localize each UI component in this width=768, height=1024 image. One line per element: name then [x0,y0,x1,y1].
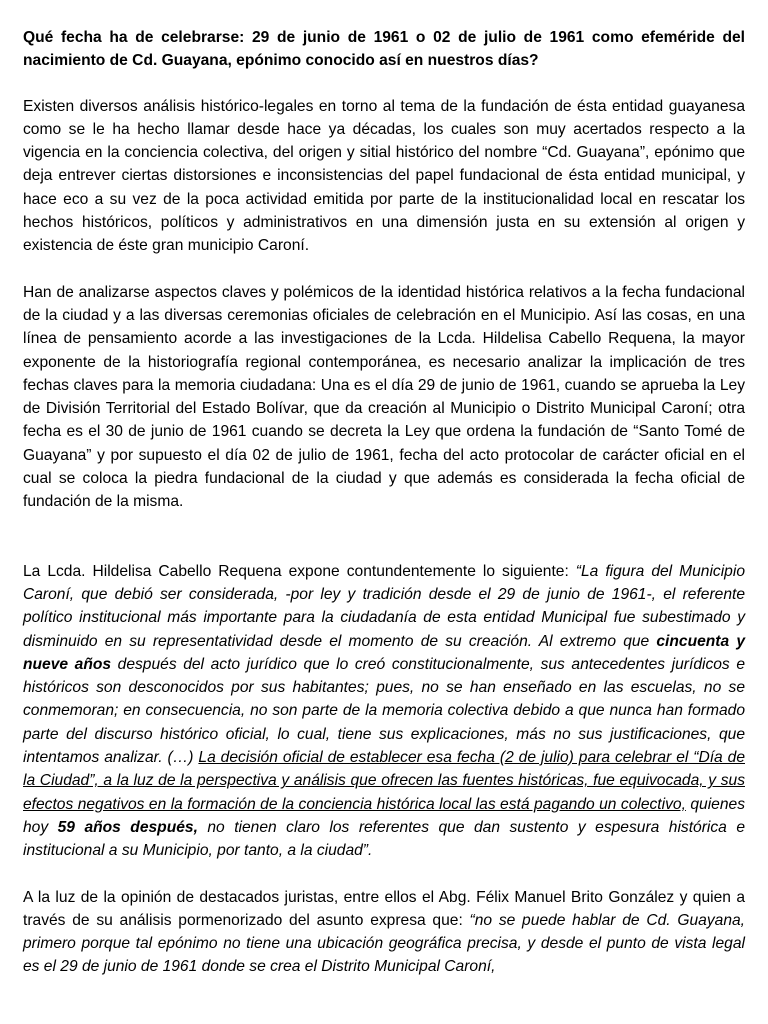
paragraph-3-intro: La Lcda. Hildelisa Cabello Requena expone contundentemente lo siguiente: [23,562,576,580]
quote-bold-b: 59 años después, [57,818,198,836]
document-title: Qué fecha ha de celebrarse: 29 de junio de 1961 o 02 de julio de 1961 como efeméride del nacimiento de Cd. Guayana, epónimo conocido así en nuestros días? [23,29,745,70]
quote-bold-a: cincuenta y nueve años [23,632,745,673]
paragraph-2: Han de analizarse aspectos claves y polémicos de la identidad histórica relativos a la fecha fundacional de la ciudad y a las diversas ceremonias oficiales de celebración en el Municipio. Así las cosas, en una línea de pensamiento acorde a las investigaciones de la Lcda. Hildelisa Cabello Requena, la mayor exponente de la historiografía regional contemporánea, es necesario analizar la implicación de tres fechas claves para la memoria ciudadana: Una es el día 29 de junio de 1961, cuando se aprueba la Ley de División Territorial del Estado Bolívar, que da creación al Municipio o Distrito Municipal Caroní; otra fecha es el 30 de junio de 1961 cuando se decreta la Ley que ordena la fundación de “Santo Tomé de Guayana” y por supuesto el día 02 de julio de 1961, fecha del acto protocolar de carácter oficial en el cual se coloca la piedra fundacional de la ciudad y que además es considerada la fecha oficial de fundación de la misma. [23,283,745,511]
paragraph-4-quote: “no se puede hablar de Cd. Guayana, primero porque tal epónimo no tiene una ubicación geográfica precisa, y desde el punto de vista legal es el 29 de junio de 1961 donde se crea el Distrito Municipal Caroní, [23,911,745,976]
quote-part-a: “La figura del Municipio Caroní, que debió ser considerada, -por ley y tradición desde el 29 de junio de 1961-, el referente político institucional más importante para la ciudadanía de esta entidad Municipal fue subestimado y disminuido en su representatividad desde el momento de su creación. Al extremo que [23,562,745,650]
document-page [23,0,745,979]
quote-underlined: La decisión oficial de establecer esa fecha (2 de julio) para celebrar el “Día de la Ciudad”, a la luz de la perspectiva y análisis que ofrecen las fuentes históricas, fue equivocada, y sus efectos negativos en la formación de la conciencia histórica local las está pagando un colectivo, [23,749,745,813]
paragraph-4-intro: A la luz de la opinión de destacados juristas, entre ellos el Abg. Félix Manuel Brito González y quien a través de su análisis pormenorizado del asunto expresa que: [23,888,745,929]
paragraph-1: Existen diversos análisis histórico-legales en torno al tema de la fundación de ésta entidad guayanesa como se le ha hecho llamar desde hace ya décadas, los cuales son muy acertados respecto a la vigencia en la conciencia colectiva, del origen y sitial histórico del nombre “Cd. Guayana”, epónimo que deja entrever ciertas distorsiones e inconsistencias del papel fundacional de ésta entidad municipal, y hace eco a su vez de la poca actividad emitida por parte de la institucionalidad local en rescatar los hechos históricos, políticos y administrativos en una dimensión justa en su extensión al origen y existencia de éste gran municipio Caroní. [23,97,745,255]
quote-part-c: quienes hoy [23,795,745,836]
paragraph-3 [23,560,745,863]
quote-part-b: después del acto jurídico que lo creó constitucionalmente, sus antecedentes jurídicos e históricos son desconocidos por sus habitantes; pues, no se han enseñado en las escuelas, no se conmemoran; en consecuencia, no son parte de la memoria colectiva debido a que nunca han formado parte del discurso histórico oficial, lo cual, tiene sus explicaciones, más no sus justificaciones, que intentamos analizar. (…) [23,655,745,767]
quote-part-d: no tienen claro los referentes que dan sustento y espesura histórica e institucional a su Municipio, por tanto, a la ciudad”. [23,818,745,860]
paragraph-4 [23,886,745,979]
